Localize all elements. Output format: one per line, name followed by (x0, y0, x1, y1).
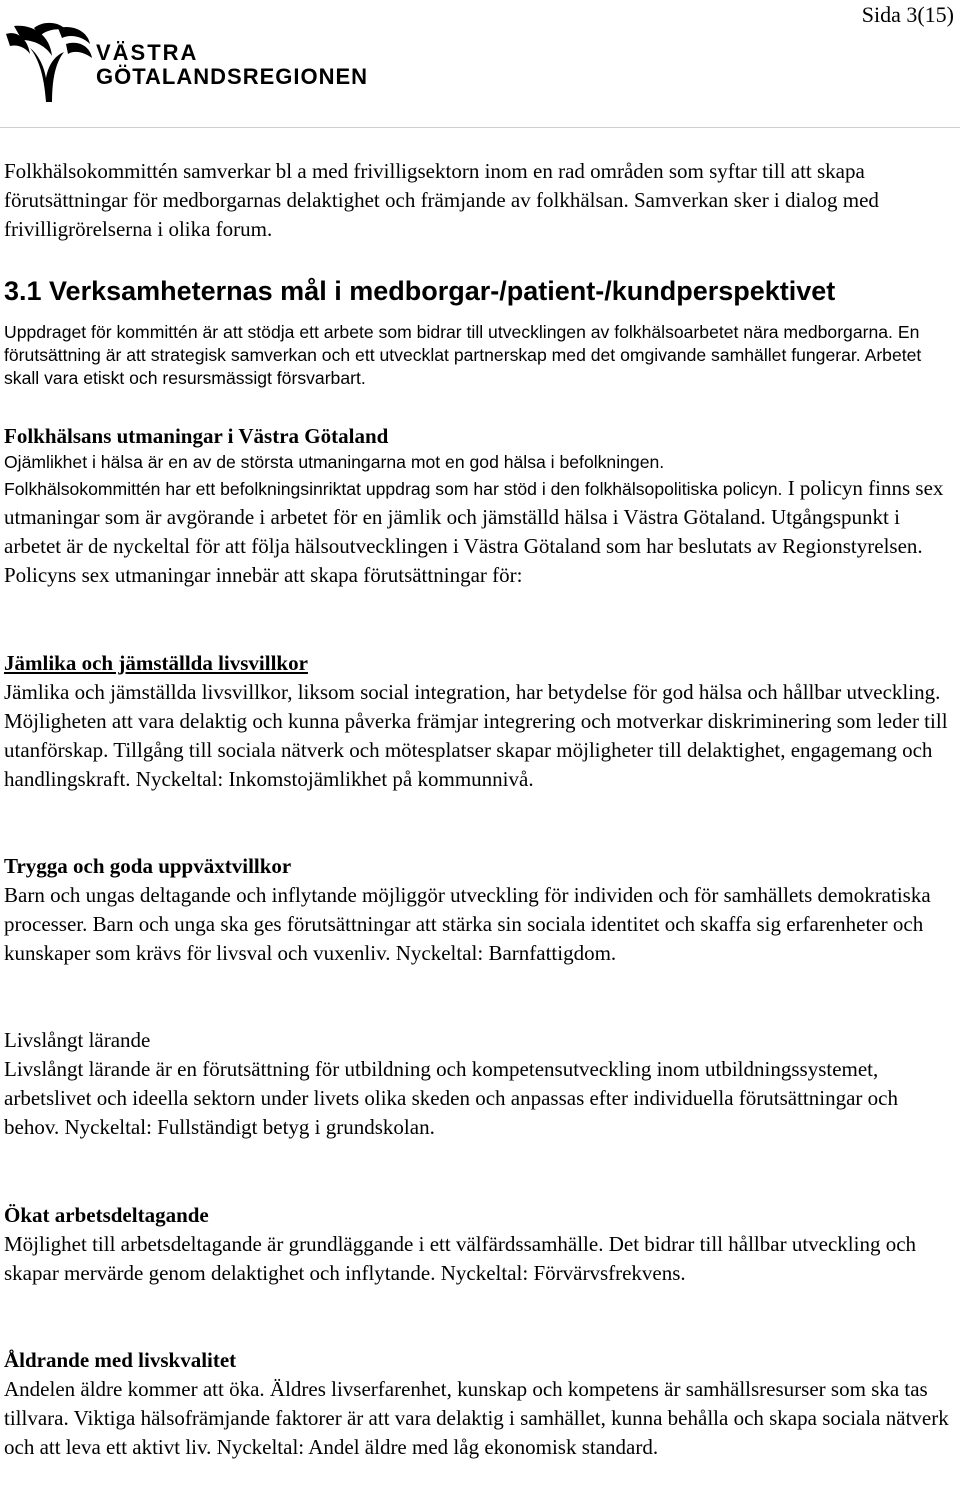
logo-icon (4, 22, 394, 106)
challenge-item (4, 1026, 956, 1142)
header-divider (0, 127, 960, 128)
challenge-text: Möjlighet till arbetsdeltagande är grundläggande i ett välfärdssamhälle. Det bidrar till hållbar utveckling och skapar mervärde genom delaktighet och inflytande. Nyckeltal: Förvärvsfrekvens. (4, 1232, 917, 1285)
challenges-line2: Folkhälsokommittén har ett befolkningsinriktat uppdrag som har stöd i den folkhälsopolitiska policyn. (4, 479, 783, 499)
intro-paragraph: Folkhälsokommittén samverkar bl a med frivilligsektorn inom en rad områden som syftar till att skapa förutsättningar för medborgarnas delaktighet och främjande av folkhälsan. Samverkan sker i dialog med frivilligrörelserna i olika forum. (4, 159, 879, 241)
challenge-text: Barn och ungas deltagande och inflytande möjliggör utveckling för individen och för samhällets demokratiska processer. Barn och unga ska ges förutsättningar att stärka sin sociala identitet och skaffa sig erfarenheter och kunskaper som krävs för livsval och vuxenliv. Nyckeltal: Barnfattigdom. (4, 883, 931, 965)
challenge-heading: Trygga och goda uppväxtvillkor (4, 854, 292, 878)
logo-line1: VÄSTRA (96, 40, 199, 65)
challenges-section (4, 422, 956, 590)
challenge-item (4, 649, 956, 794)
challenge-heading: Livslångt lärande (4, 1028, 151, 1052)
challenge-text: Andelen äldre kommer att öka. Äldres livserfarenhet, kunskap och kompetens är samhällsresurser som ska tas tillvara. Viktiga hälsofrämjande faktorer är att vara delaktig i samhället, kunna behålla och skapa sociala nätverk och att leva ett aktivt liv. Nyckeltal: Andel äldre med låg ekonomisk standard. (4, 1377, 949, 1459)
challenges-continuation: I policyn finns sex utmaningar som är avgörande i arbetet för en jämlik och jämställd hälsa i Västra Götaland. Utgångspunkt i arbetet är de nyckeltal för att följa hälsoutvecklingen i Västra Götaland som har beslutats av Regionstyrelsen. Policyns sex utmaningar innebär att skapa förutsättningar för: (4, 476, 944, 587)
logo-line2: GÖTALANDSREGIONEN (96, 64, 369, 89)
challenge-item (4, 1346, 956, 1462)
challenges-paragraph (4, 474, 956, 590)
challenge-heading: Jämlika och jämställda livsvillkor (4, 651, 308, 675)
challenge-item (4, 852, 956, 968)
challenge-text: Jämlika och jämställda livsvillkor, liksom social integration, har betydelse för god hälsa och hållbar utveckling. Möjligheten att vara delaktig och kunna påverka främjar integrering och motverkar diskriminering som leder till utanförskap. Tillgång till sociala nätverk och mötesplatser skapar möjligheter till delaktighet, engagemang och handlingskraft. Nyckeltal: Inkomstojämlikhet på kommunnivå. (4, 680, 948, 791)
vastra-gotalandsregionen-logo (4, 22, 394, 106)
challenge-text: Livslångt lärande är en förutsättning för utbildning och kompetensutveckling inom utbildningssystemet, arbetslivet och ideella sektorn under livets olika skeden och anpassas efter individuella förutsättningar och behov. Nyckeltal: Fullständigt betyg i grundskolan. (4, 1057, 898, 1139)
challenge-item (4, 1201, 956, 1288)
challenges-heading: Folkhälsans utmaningar i Västra Götaland (4, 424, 389, 448)
challenge-heading: Ökat arbetsdeltagande (4, 1203, 209, 1227)
section-body: Uppdraget för kommittén är att stödja ett arbete som bidrar till utvecklingen av folkhälsoarbetet nära medborgarna. En förutsättning är att strategisk samverkan och ett utvecklat partnerskap med det omgivande samhället fungerar. Arbetet skall vara etiskt och resursmässigt försvarbart. (4, 322, 922, 388)
page-number: Sida 3(15) (861, 2, 954, 27)
section-heading: 3.1 Verksamheternas mål i medborgar-/patient-/kundperspektivet (4, 276, 836, 306)
challenges-line1: Ojämlikhet i hälsa är en av de största utmaningarna mot en god hälsa i befolkningen. (4, 452, 665, 472)
challenge-heading: Åldrande med livskvalitet (4, 1348, 237, 1372)
